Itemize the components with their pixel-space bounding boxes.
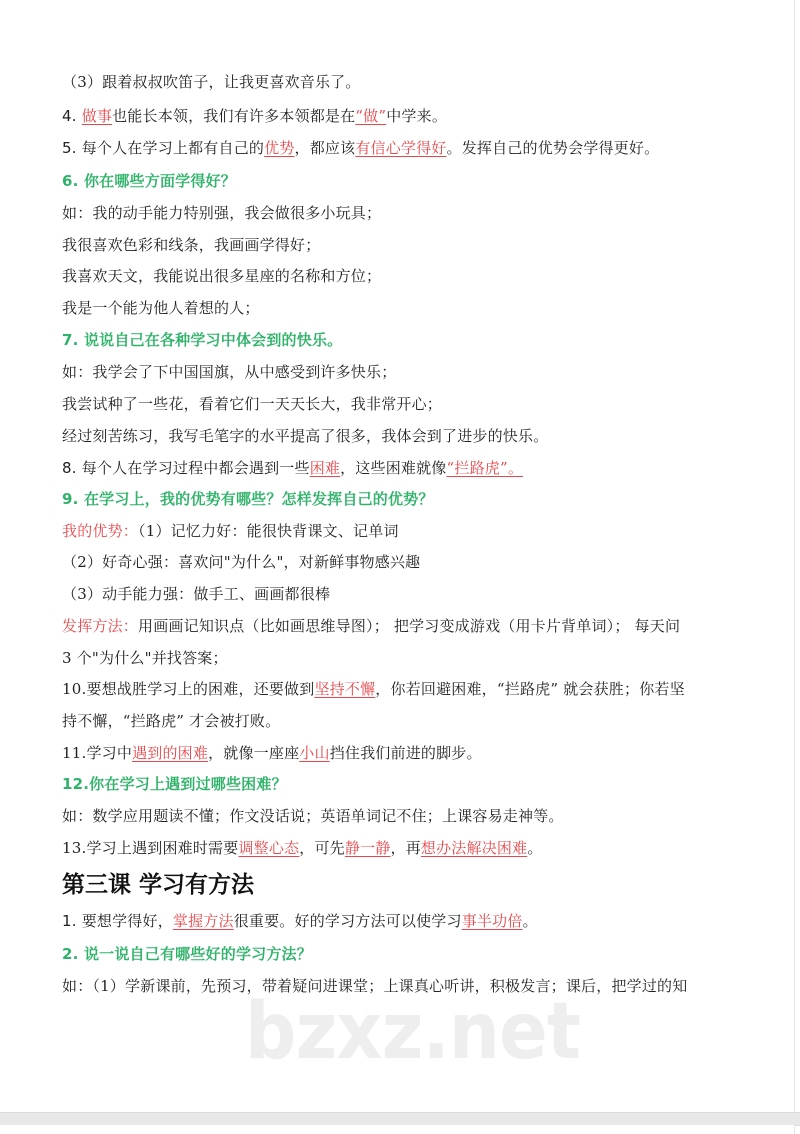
key-phrase: 想办法解决困难 [420, 839, 528, 857]
point-13 [62, 838, 543, 858]
answer-line: 我喜欢天文，我能说出很多星座的名称和方位； [62, 267, 382, 285]
question-12: 12.你在学习上遇到过哪些困难？ [62, 775, 287, 793]
text: 13.学习上遇到困难时需要 [62, 839, 239, 857]
answer-line: （2）好奇心强：喜欢问"为什么"，对新鲜事物感兴趣 [62, 553, 421, 571]
page-separator [0, 1112, 800, 1126]
answer-line [62, 72, 361, 92]
text: 每个人在学习上都有自己的 [81, 139, 265, 157]
point-4 [62, 106, 447, 126]
item-number: 8. [62, 459, 82, 477]
point-8 [62, 458, 523, 478]
text: 也能长本领，我们有许多本领都是在 [112, 107, 356, 125]
key-phrase: 调整心态 [238, 839, 300, 857]
watermark: bzxz.net [245, 987, 581, 1077]
text: 每个人在学习过程中都会遇到一些 [81, 459, 310, 477]
strengths-label: 我的优势： [62, 522, 139, 540]
answer-line: 如：（1）学新课前，先预习，带着疑问进课堂；上课真心听讲，积极发言；课后，把学过的知 [62, 977, 688, 995]
answer-line: 如：数学应用题读不懂；作文没话说；英语单词记不住；上课容易走神等。 [62, 807, 564, 825]
text: 挡住我们前进的脚步。 [329, 744, 482, 762]
key-phrase: 做事 [81, 107, 113, 125]
item-number: 1. [62, 912, 82, 930]
answer-line: （3）动手能力强：做手工、画画都很棒 [62, 585, 331, 603]
text: ，这些困难就像 [340, 459, 447, 477]
lesson-title: 第三课 学习有方法 [62, 872, 255, 898]
key-phrase: 事半功倍 [461, 912, 523, 930]
text: 。 [522, 912, 538, 930]
question-7: 7. 说说自己在各种学习中体会到的快乐。 [62, 331, 343, 349]
text: 。 [527, 839, 543, 857]
answer-line: 如：我的动手能力特别强，我会做很多小玩具； [62, 204, 382, 222]
answer-line: 我是一个能为他人着想的人； [62, 299, 260, 317]
item-number: 5. [62, 139, 82, 157]
answer-line: 我尝试种了一些花，看着它们一天天长大，我非常开心； [62, 395, 443, 413]
key-phrase: 静一静 [344, 839, 391, 857]
text: ，可先 [299, 839, 345, 857]
key-phrase: 坚持不懈 [314, 680, 376, 698]
text: ，都应该 [294, 139, 356, 157]
lesson3-question-2: 2. 说一说自己有哪些好的学习方法？ [62, 945, 312, 963]
key-phrase: “拦路虎”。 [446, 459, 524, 477]
key-phrase: 困难 [309, 459, 341, 477]
text: ，再 [390, 839, 421, 857]
key-phrase: 小山 [299, 744, 330, 762]
key-phrase: 有信心学得好 [355, 139, 447, 157]
point-10-cont: 持不懈，“拦路虎” 才会被打败。 [62, 712, 281, 730]
text: 很重要。好的学习方法可以使学习 [233, 912, 462, 930]
text: 11.学习中 [62, 744, 133, 762]
text: 用画画记知识点（比如画思维导图）； 把学习变成游戏（用卡片背单词）； 每天问 [138, 617, 681, 635]
text: （1）记忆力好：能很快背课文、记单词 [138, 522, 399, 540]
question-9: 9. 在学习上，我的优势有哪些？怎样发挥自己的优势？ [62, 490, 434, 508]
key-phrase: 掌握方法 [172, 912, 234, 930]
lesson3-point-1 [62, 911, 538, 931]
strengths-line [62, 521, 399, 541]
key-phrase: “做” [355, 107, 387, 125]
point-11 [62, 743, 482, 763]
text: 10.要想战胜学习上的困难，还要做到 [62, 680, 315, 698]
methods-label: 发挥方法： [62, 617, 139, 635]
text: ，就像一座座 [208, 744, 300, 762]
answer-line: 3 个"为什么"并找答案； [62, 649, 228, 667]
point-10 [62, 679, 685, 699]
text: 要想学得好， [81, 912, 173, 930]
item-number: 4. [62, 107, 82, 125]
question-6: 6. 你在哪些方面学得好？ [62, 172, 236, 190]
answer-line: 我很喜欢色彩和线条，我画画学得好； [62, 236, 321, 254]
methods-line [62, 616, 680, 636]
text: 中学来。 [386, 107, 448, 125]
answer-line: 如：我学会了下中国国旗，从中感受到许多快乐； [62, 363, 397, 381]
text: ，你若回避困难，“拦路虎” 就会获胜；你若坚 [375, 680, 685, 698]
answer-line: 经过刻苦练习，我写毛笔字的水平提高了很多，我体会到了进步的快乐。 [62, 427, 549, 445]
next-page-edge [0, 1125, 795, 1134]
key-phrase: 优势 [264, 139, 295, 157]
text: 。发挥自己的优势会学得更好。 [446, 139, 660, 157]
point-5 [62, 138, 659, 158]
text: （3）跟着叔叔吹笛子，让我更喜欢音乐了。 [62, 73, 361, 91]
key-phrase: 遇到的困难 [132, 744, 209, 762]
